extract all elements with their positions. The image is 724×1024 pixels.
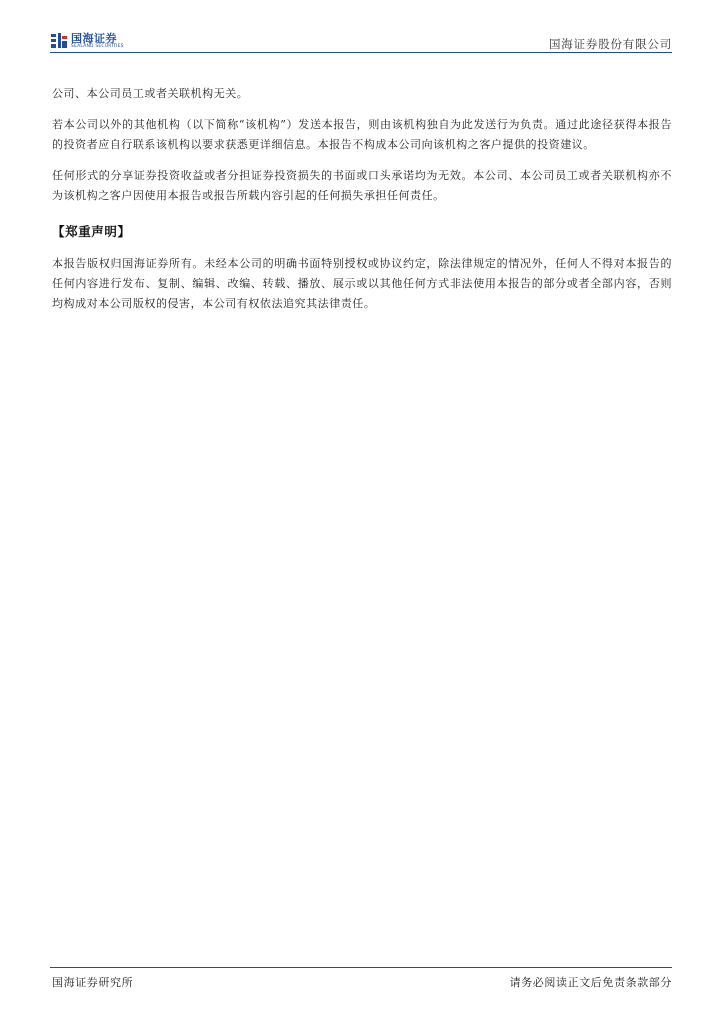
page-footer: [52, 974, 672, 990]
header-divider: [50, 52, 672, 53]
section-paragraph: 本报告版权归国海证券所有。未经本公司的明确书面特别授权或协议约定，除法律规定的情况外，任何人不得对本报告的任何内容进行发布、复制、编辑、改编、转载、播放、展示或以其他任何方式非法使用本报告的部分或者全部内容，否则均构成对本公司版权的侵害，本公司有权依法追究其法律责任。: [52, 257, 672, 310]
document-body: [52, 84, 672, 325]
body-paragraph: 若本公司以外的其他机构（以下简称“该机构”）发送本报告，则由该机构独自为此发送行为负责。通过此途径获得本报告的投资者应自行联系该机构以要求获悉更详细信息。本报告不构成本公司向该机构之客户提供的投资建议。: [52, 118, 672, 151]
body-paragraph: 公司、本公司员工或者关联机构无关。: [52, 87, 249, 100]
footer-disclaimer-note: 请务必阅读正文后免责条款部分: [509, 976, 672, 989]
header-company-name: 国海证券股份有限公司: [549, 37, 672, 51]
logo-name-cn: 国海证券: [71, 31, 117, 45]
page-header: [50, 30, 672, 52]
sealand-logo-icon: [50, 32, 68, 50]
body-paragraph: 任何形式的分享证券投资收益或者分担证券投资损失的书面或口头承诺均为无效。本公司、本公司员工或者关联机构亦不为该机构之客户因使用本报告或报告所载内容引起的任何损失承担任何责任。: [52, 169, 672, 202]
footer-institute: 国海证券研究所: [52, 976, 134, 989]
footer-divider: [50, 967, 672, 968]
logo-name-en: SEALAND SECURITIES: [71, 43, 124, 49]
company-logo: [50, 30, 124, 52]
section-title: 【郑重声明】: [52, 224, 131, 239]
